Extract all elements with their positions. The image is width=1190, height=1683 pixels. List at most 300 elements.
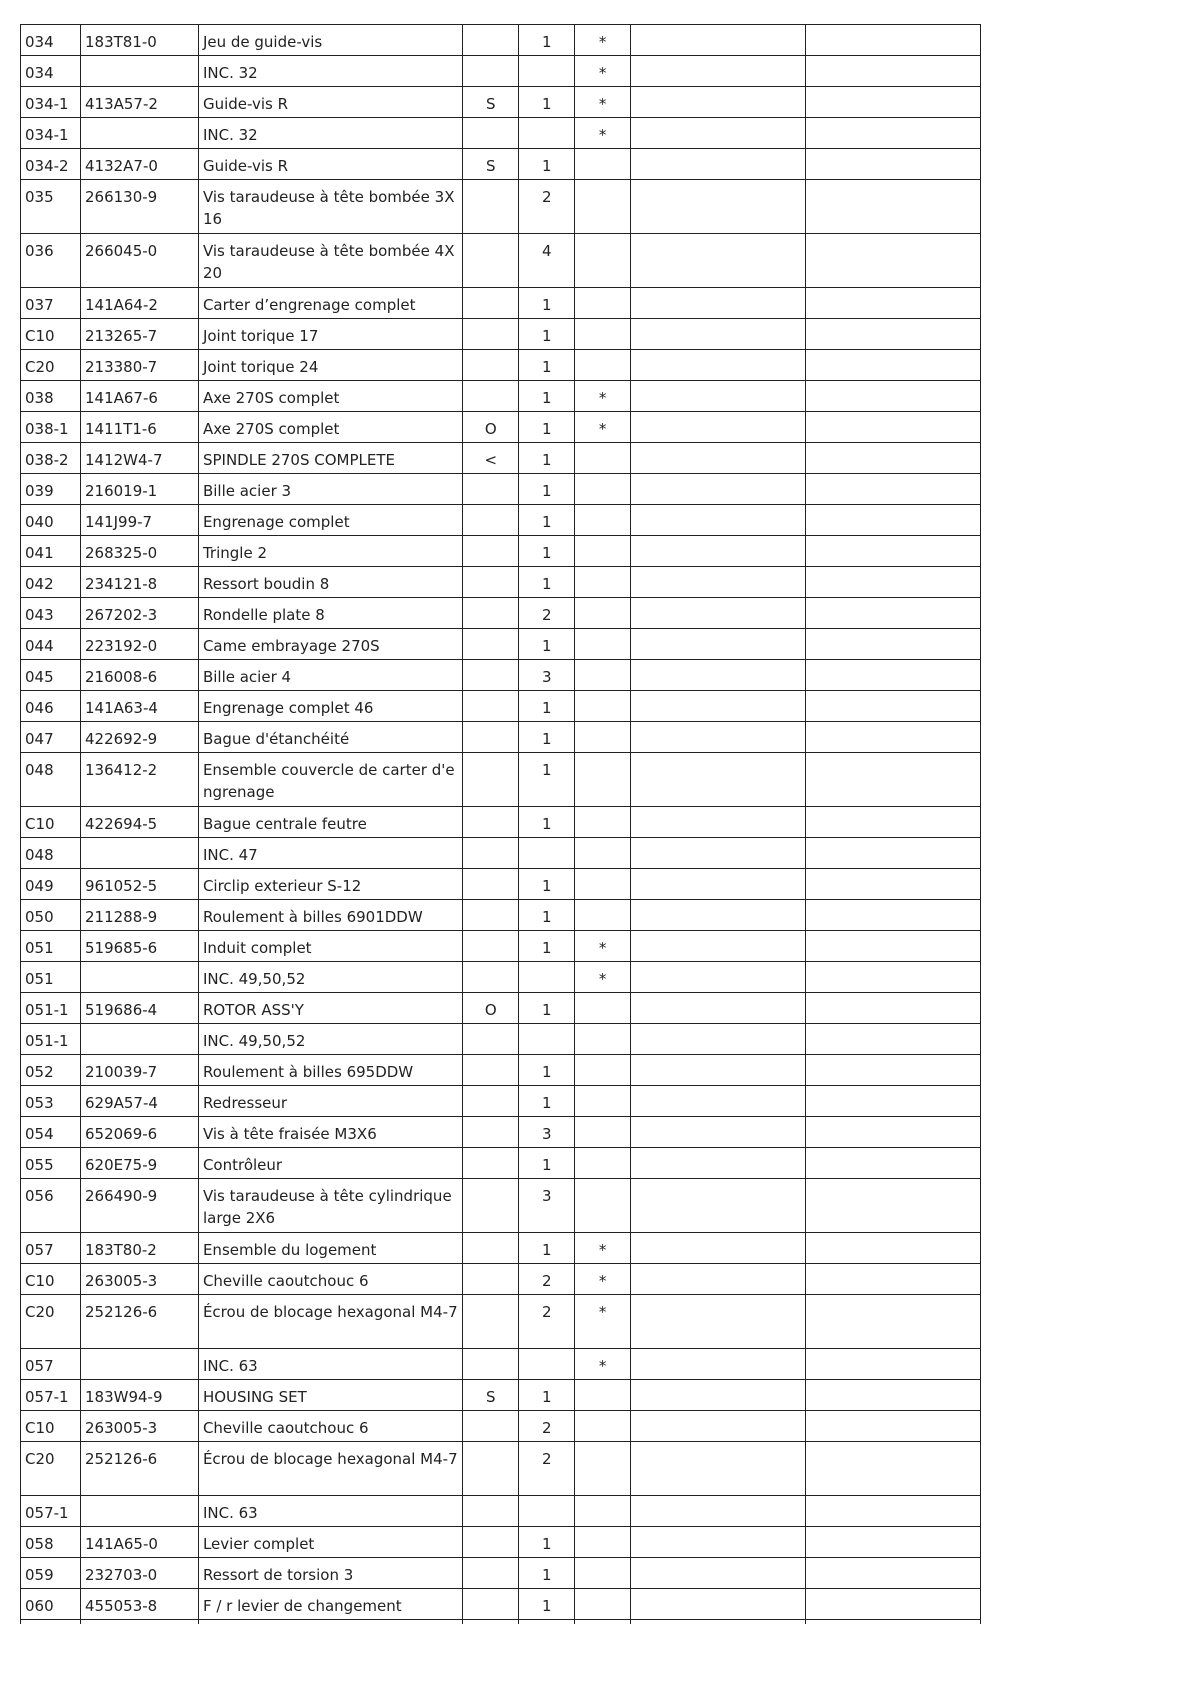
marker-cell bbox=[575, 629, 631, 660]
ref-code-cell: 053 bbox=[21, 1086, 81, 1117]
ref-code-cell: 048 bbox=[21, 838, 81, 869]
quantity-cell: 2 bbox=[519, 598, 575, 629]
status-cell bbox=[463, 869, 519, 900]
table-row bbox=[21, 691, 981, 722]
part-number-cell: 213380-7 bbox=[81, 350, 199, 381]
ref-code-cell: 057 bbox=[21, 1233, 81, 1264]
marker-cell bbox=[575, 1086, 631, 1117]
ref-code-cell: 046 bbox=[21, 691, 81, 722]
status-cell bbox=[463, 807, 519, 838]
empty-cell-2 bbox=[806, 412, 981, 443]
marker-cell bbox=[575, 149, 631, 180]
empty-cell-1 bbox=[631, 149, 806, 180]
empty-cell-2 bbox=[806, 1233, 981, 1264]
continuation-cell bbox=[81, 1620, 199, 1625]
description-cell: Écrou de blocage hexagonal M4-7 bbox=[198, 1442, 462, 1496]
ref-code-cell: 051-1 bbox=[21, 993, 81, 1024]
quantity-cell: 1 bbox=[519, 412, 575, 443]
table-row bbox=[21, 536, 981, 567]
ref-code-cell: C10 bbox=[21, 1264, 81, 1295]
empty-cell-2 bbox=[806, 149, 981, 180]
empty-cell-1 bbox=[631, 598, 806, 629]
quantity-cell: 2 bbox=[519, 1411, 575, 1442]
empty-cell-2 bbox=[806, 691, 981, 722]
part-number-cell: 266045-0 bbox=[81, 234, 199, 288]
empty-cell-1 bbox=[631, 118, 806, 149]
status-cell bbox=[463, 567, 519, 598]
part-number-cell: 136412-2 bbox=[81, 753, 199, 807]
description-cell: INC. 32 bbox=[198, 56, 462, 87]
marker-cell bbox=[575, 900, 631, 931]
table-row bbox=[21, 118, 981, 149]
part-number-cell: 267202-3 bbox=[81, 598, 199, 629]
quantity-cell bbox=[519, 1496, 575, 1527]
empty-cell-1 bbox=[631, 1349, 806, 1380]
status-cell: O bbox=[463, 412, 519, 443]
table-row bbox=[21, 381, 981, 412]
marker-cell bbox=[575, 1558, 631, 1589]
empty-cell-2 bbox=[806, 1179, 981, 1233]
table-row bbox=[21, 1349, 981, 1380]
part-number-cell: 519685-6 bbox=[81, 931, 199, 962]
ref-code-cell: C10 bbox=[21, 807, 81, 838]
table-row bbox=[21, 1179, 981, 1233]
status-cell bbox=[463, 505, 519, 536]
quantity-cell: 1 bbox=[519, 1055, 575, 1086]
marker-cell bbox=[575, 753, 631, 807]
quantity-cell: 2 bbox=[519, 180, 575, 234]
empty-cell-2 bbox=[806, 1264, 981, 1295]
empty-cell-2 bbox=[806, 505, 981, 536]
continuation-cell bbox=[519, 1620, 575, 1625]
status-cell bbox=[463, 234, 519, 288]
part-number-cell: 211288-9 bbox=[81, 900, 199, 931]
quantity-cell: 2 bbox=[519, 1264, 575, 1295]
status-cell bbox=[463, 350, 519, 381]
part-number-cell: 519686-4 bbox=[81, 993, 199, 1024]
part-number-cell: 141A65-0 bbox=[81, 1527, 199, 1558]
description-cell: Guide-vis R bbox=[198, 87, 462, 118]
part-number-cell: 4132A7-0 bbox=[81, 149, 199, 180]
marker-cell bbox=[575, 288, 631, 319]
status-cell bbox=[463, 660, 519, 691]
table-row bbox=[21, 753, 981, 807]
part-number-cell: 1412W4-7 bbox=[81, 443, 199, 474]
empty-cell-2 bbox=[806, 350, 981, 381]
table-row bbox=[21, 1527, 981, 1558]
description-cell: INC. 47 bbox=[198, 838, 462, 869]
ref-code-cell: 054 bbox=[21, 1117, 81, 1148]
quantity-cell: 2 bbox=[519, 1442, 575, 1496]
part-number-cell: 216019-1 bbox=[81, 474, 199, 505]
marker-cell bbox=[575, 180, 631, 234]
empty-cell-2 bbox=[806, 180, 981, 234]
marker-cell: * bbox=[575, 412, 631, 443]
empty-cell-1 bbox=[631, 1179, 806, 1233]
part-number-cell: 1411T1-6 bbox=[81, 412, 199, 443]
empty-cell-2 bbox=[806, 443, 981, 474]
status-cell bbox=[463, 722, 519, 753]
status-cell bbox=[463, 838, 519, 869]
part-number-cell bbox=[81, 1496, 199, 1527]
part-number-cell: 266130-9 bbox=[81, 180, 199, 234]
quantity-cell bbox=[519, 1349, 575, 1380]
empty-cell-2 bbox=[806, 753, 981, 807]
quantity-cell: 3 bbox=[519, 660, 575, 691]
table-row bbox=[21, 1442, 981, 1496]
empty-cell-2 bbox=[806, 1589, 981, 1620]
ref-code-cell: 057 bbox=[21, 1349, 81, 1380]
ref-code-cell: C10 bbox=[21, 1411, 81, 1442]
table-row bbox=[21, 807, 981, 838]
empty-cell-2 bbox=[806, 1117, 981, 1148]
empty-cell-2 bbox=[806, 1380, 981, 1411]
marker-cell bbox=[575, 838, 631, 869]
status-cell bbox=[463, 691, 519, 722]
marker-cell: * bbox=[575, 25, 631, 56]
empty-cell-2 bbox=[806, 993, 981, 1024]
empty-cell-1 bbox=[631, 900, 806, 931]
table-row bbox=[21, 149, 981, 180]
status-cell: < bbox=[463, 443, 519, 474]
empty-cell-1 bbox=[631, 319, 806, 350]
empty-cell-1 bbox=[631, 962, 806, 993]
empty-cell-1 bbox=[631, 180, 806, 234]
description-cell: Rondelle plate 8 bbox=[198, 598, 462, 629]
part-number-cell: 141J99-7 bbox=[81, 505, 199, 536]
table-row bbox=[21, 56, 981, 87]
ref-code-cell: 058 bbox=[21, 1527, 81, 1558]
ref-code-cell: 059 bbox=[21, 1558, 81, 1589]
quantity-cell: 2 bbox=[519, 1295, 575, 1349]
marker-cell: * bbox=[575, 56, 631, 87]
description-cell: HOUSING SET bbox=[198, 1380, 462, 1411]
status-cell: O bbox=[463, 993, 519, 1024]
continuation-cell bbox=[631, 1620, 806, 1625]
empty-cell-2 bbox=[806, 1411, 981, 1442]
marker-cell: * bbox=[575, 1349, 631, 1380]
empty-cell-1 bbox=[631, 288, 806, 319]
parts-table bbox=[20, 24, 981, 1624]
marker-cell bbox=[575, 319, 631, 350]
empty-cell-1 bbox=[631, 412, 806, 443]
empty-cell-1 bbox=[631, 474, 806, 505]
part-number-cell: 422692-9 bbox=[81, 722, 199, 753]
status-cell bbox=[463, 900, 519, 931]
ref-code-cell: 057-1 bbox=[21, 1380, 81, 1411]
marker-cell: * bbox=[575, 381, 631, 412]
ref-code-cell: 040 bbox=[21, 505, 81, 536]
ref-code-cell: 041 bbox=[21, 536, 81, 567]
ref-code-cell: C10 bbox=[21, 319, 81, 350]
status-cell bbox=[463, 753, 519, 807]
description-cell: Vis taraudeuse à tête cylindrique large 2X6 bbox=[198, 1179, 462, 1233]
quantity-cell: 1 bbox=[519, 993, 575, 1024]
quantity-cell: 1 bbox=[519, 931, 575, 962]
quantity-cell: 1 bbox=[519, 691, 575, 722]
marker-cell bbox=[575, 443, 631, 474]
marker-cell bbox=[575, 807, 631, 838]
marker-cell bbox=[575, 993, 631, 1024]
ref-code-cell: 034-2 bbox=[21, 149, 81, 180]
empty-cell-1 bbox=[631, 1233, 806, 1264]
empty-cell-2 bbox=[806, 474, 981, 505]
marker-cell bbox=[575, 722, 631, 753]
status-cell bbox=[463, 536, 519, 567]
part-number-cell: 213265-7 bbox=[81, 319, 199, 350]
table-row bbox=[21, 931, 981, 962]
empty-cell-2 bbox=[806, 1558, 981, 1589]
table-row bbox=[21, 598, 981, 629]
table-row bbox=[21, 1496, 981, 1527]
description-cell: Axe 270S complet bbox=[198, 412, 462, 443]
description-cell: SPINDLE 270S COMPLETE bbox=[198, 443, 462, 474]
description-cell: INC. 63 bbox=[198, 1349, 462, 1380]
marker-cell bbox=[575, 1024, 631, 1055]
part-number-cell: 455053-8 bbox=[81, 1589, 199, 1620]
continuation-cell bbox=[575, 1620, 631, 1625]
quantity-cell: 1 bbox=[519, 350, 575, 381]
status-cell bbox=[463, 1349, 519, 1380]
continuation-cell bbox=[463, 1620, 519, 1625]
empty-cell-2 bbox=[806, 1349, 981, 1380]
part-number-cell: 141A63-4 bbox=[81, 691, 199, 722]
quantity-cell: 3 bbox=[519, 1179, 575, 1233]
part-number-cell: 263005-3 bbox=[81, 1411, 199, 1442]
table-row bbox=[21, 993, 981, 1024]
marker-cell bbox=[575, 1380, 631, 1411]
table-row bbox=[21, 722, 981, 753]
ref-code-cell: 044 bbox=[21, 629, 81, 660]
parts-table-body bbox=[21, 25, 981, 1625]
description-cell: Cheville caoutchouc 6 bbox=[198, 1264, 462, 1295]
marker-cell: * bbox=[575, 118, 631, 149]
part-number-cell: 629A57-4 bbox=[81, 1086, 199, 1117]
empty-cell-1 bbox=[631, 1527, 806, 1558]
table-row bbox=[21, 234, 981, 288]
part-number-cell: 141A64-2 bbox=[81, 288, 199, 319]
ref-code-cell: 051 bbox=[21, 931, 81, 962]
status-cell: S bbox=[463, 149, 519, 180]
part-number-cell bbox=[81, 118, 199, 149]
marker-cell bbox=[575, 1148, 631, 1179]
table-row bbox=[21, 443, 981, 474]
description-cell: Tringle 2 bbox=[198, 536, 462, 567]
quantity-cell: 4 bbox=[519, 234, 575, 288]
quantity-cell: 1 bbox=[519, 87, 575, 118]
empty-cell-2 bbox=[806, 931, 981, 962]
ref-code-cell: 055 bbox=[21, 1148, 81, 1179]
quantity-cell: 1 bbox=[519, 722, 575, 753]
ref-code-cell: 036 bbox=[21, 234, 81, 288]
quantity-cell: 1 bbox=[519, 1086, 575, 1117]
quantity-cell: 1 bbox=[519, 1589, 575, 1620]
marker-cell bbox=[575, 505, 631, 536]
empty-cell-1 bbox=[631, 1264, 806, 1295]
quantity-cell: 1 bbox=[519, 869, 575, 900]
quantity-cell: 1 bbox=[519, 474, 575, 505]
quantity-cell: 1 bbox=[519, 25, 575, 56]
empty-cell-1 bbox=[631, 869, 806, 900]
empty-cell-2 bbox=[806, 1295, 981, 1349]
description-cell: Écrou de blocage hexagonal M4-7 bbox=[198, 1295, 462, 1349]
empty-cell-1 bbox=[631, 381, 806, 412]
marker-cell bbox=[575, 567, 631, 598]
description-cell: Came embrayage 270S bbox=[198, 629, 462, 660]
empty-cell-2 bbox=[806, 1148, 981, 1179]
description-cell: Ressort de torsion 3 bbox=[198, 1558, 462, 1589]
description-cell: INC. 49,50,52 bbox=[198, 1024, 462, 1055]
empty-cell-2 bbox=[806, 598, 981, 629]
quantity-cell bbox=[519, 56, 575, 87]
description-cell: Axe 270S complet bbox=[198, 381, 462, 412]
quantity-cell: 1 bbox=[519, 807, 575, 838]
empty-cell-1 bbox=[631, 87, 806, 118]
quantity-cell: 1 bbox=[519, 443, 575, 474]
empty-cell-1 bbox=[631, 660, 806, 691]
description-cell: Engrenage complet bbox=[198, 505, 462, 536]
part-number-cell: 210039-7 bbox=[81, 1055, 199, 1086]
table-row bbox=[21, 567, 981, 598]
part-number-cell: 263005-3 bbox=[81, 1264, 199, 1295]
quantity-cell bbox=[519, 1024, 575, 1055]
part-number-cell: 183T80-2 bbox=[81, 1233, 199, 1264]
status-cell bbox=[463, 1117, 519, 1148]
marker-cell bbox=[575, 1117, 631, 1148]
table-row bbox=[21, 319, 981, 350]
part-number-cell bbox=[81, 56, 199, 87]
table-row bbox=[21, 474, 981, 505]
part-number-cell: 141A67-6 bbox=[81, 381, 199, 412]
quantity-cell: 1 bbox=[519, 1233, 575, 1264]
description-cell: ROTOR ASS'Y bbox=[198, 993, 462, 1024]
ref-code-cell: 043 bbox=[21, 598, 81, 629]
table-row bbox=[21, 1117, 981, 1148]
empty-cell-2 bbox=[806, 118, 981, 149]
status-cell bbox=[463, 1024, 519, 1055]
part-number-cell: 216008-6 bbox=[81, 660, 199, 691]
table-row-continuation bbox=[21, 1620, 981, 1625]
quantity-cell: 1 bbox=[519, 288, 575, 319]
marker-cell bbox=[575, 1179, 631, 1233]
ref-code-cell: 048 bbox=[21, 753, 81, 807]
empty-cell-1 bbox=[631, 1295, 806, 1349]
status-cell bbox=[463, 1055, 519, 1086]
part-number-cell: 413A57-2 bbox=[81, 87, 199, 118]
empty-cell-1 bbox=[631, 1558, 806, 1589]
description-cell: Bague centrale feutre bbox=[198, 807, 462, 838]
marker-cell bbox=[575, 234, 631, 288]
marker-cell bbox=[575, 474, 631, 505]
description-cell: Levier complet bbox=[198, 1527, 462, 1558]
description-cell: Carter d’engrenage complet bbox=[198, 288, 462, 319]
status-cell bbox=[463, 56, 519, 87]
description-cell: Bague d'étanchéité bbox=[198, 722, 462, 753]
description-cell: Ensemble couvercle de carter d'engrenage bbox=[198, 753, 462, 807]
part-number-cell: 652069-6 bbox=[81, 1117, 199, 1148]
quantity-cell: 1 bbox=[519, 1148, 575, 1179]
empty-cell-1 bbox=[631, 1589, 806, 1620]
empty-cell-2 bbox=[806, 567, 981, 598]
status-cell bbox=[463, 1442, 519, 1496]
empty-cell-2 bbox=[806, 288, 981, 319]
ref-code-cell: 050 bbox=[21, 900, 81, 931]
table-row bbox=[21, 412, 981, 443]
empty-cell-1 bbox=[631, 1496, 806, 1527]
table-row bbox=[21, 1024, 981, 1055]
description-cell: INC. 49,50,52 bbox=[198, 962, 462, 993]
empty-cell-2 bbox=[806, 1024, 981, 1055]
ref-code-cell: 038-2 bbox=[21, 443, 81, 474]
empty-cell-1 bbox=[631, 1380, 806, 1411]
part-number-cell: 620E75-9 bbox=[81, 1148, 199, 1179]
ref-code-cell: 034-1 bbox=[21, 87, 81, 118]
ref-code-cell: C20 bbox=[21, 1442, 81, 1496]
status-cell bbox=[463, 629, 519, 660]
table-row bbox=[21, 288, 981, 319]
empty-cell-2 bbox=[806, 722, 981, 753]
empty-cell-1 bbox=[631, 443, 806, 474]
description-cell: Joint torique 17 bbox=[198, 319, 462, 350]
empty-cell-2 bbox=[806, 25, 981, 56]
part-number-cell: 252126-6 bbox=[81, 1295, 199, 1349]
marker-cell: * bbox=[575, 87, 631, 118]
table-row bbox=[21, 87, 981, 118]
continuation-cell bbox=[198, 1620, 462, 1625]
quantity-cell: 1 bbox=[519, 753, 575, 807]
quantity-cell: 1 bbox=[519, 1558, 575, 1589]
ref-code-cell: 045 bbox=[21, 660, 81, 691]
empty-cell-2 bbox=[806, 962, 981, 993]
empty-cell-2 bbox=[806, 807, 981, 838]
marker-cell bbox=[575, 598, 631, 629]
ref-code-cell: 034-1 bbox=[21, 118, 81, 149]
table-row bbox=[21, 1380, 981, 1411]
table-row bbox=[21, 962, 981, 993]
ref-code-cell: 047 bbox=[21, 722, 81, 753]
status-cell bbox=[463, 381, 519, 412]
empty-cell-1 bbox=[631, 629, 806, 660]
part-number-cell: 183W94-9 bbox=[81, 1380, 199, 1411]
ref-code-cell: 049 bbox=[21, 869, 81, 900]
part-number-cell: 183T81-0 bbox=[81, 25, 199, 56]
marker-cell bbox=[575, 1527, 631, 1558]
marker-cell: * bbox=[575, 962, 631, 993]
description-cell: Cheville caoutchouc 6 bbox=[198, 1411, 462, 1442]
description-cell: Vis taraudeuse à tête bombée 4X 20 bbox=[198, 234, 462, 288]
description-cell: INC. 32 bbox=[198, 118, 462, 149]
part-number-cell: 422694-5 bbox=[81, 807, 199, 838]
continuation-cell bbox=[21, 1620, 81, 1625]
empty-cell-2 bbox=[806, 1055, 981, 1086]
ref-code-cell: 034 bbox=[21, 56, 81, 87]
empty-cell-2 bbox=[806, 381, 981, 412]
quantity-cell bbox=[519, 962, 575, 993]
empty-cell-2 bbox=[806, 660, 981, 691]
ref-code-cell: 056 bbox=[21, 1179, 81, 1233]
quantity-cell: 1 bbox=[519, 1380, 575, 1411]
description-cell: Roulement à billes 6901DDW bbox=[198, 900, 462, 931]
empty-cell-2 bbox=[806, 1527, 981, 1558]
marker-cell bbox=[575, 1055, 631, 1086]
empty-cell-2 bbox=[806, 536, 981, 567]
empty-cell-1 bbox=[631, 350, 806, 381]
empty-cell-1 bbox=[631, 1442, 806, 1496]
description-cell: Bille acier 3 bbox=[198, 474, 462, 505]
description-cell: Vis à tête fraisée M3X6 bbox=[198, 1117, 462, 1148]
part-number-cell bbox=[81, 962, 199, 993]
description-cell: INC. 63 bbox=[198, 1496, 462, 1527]
